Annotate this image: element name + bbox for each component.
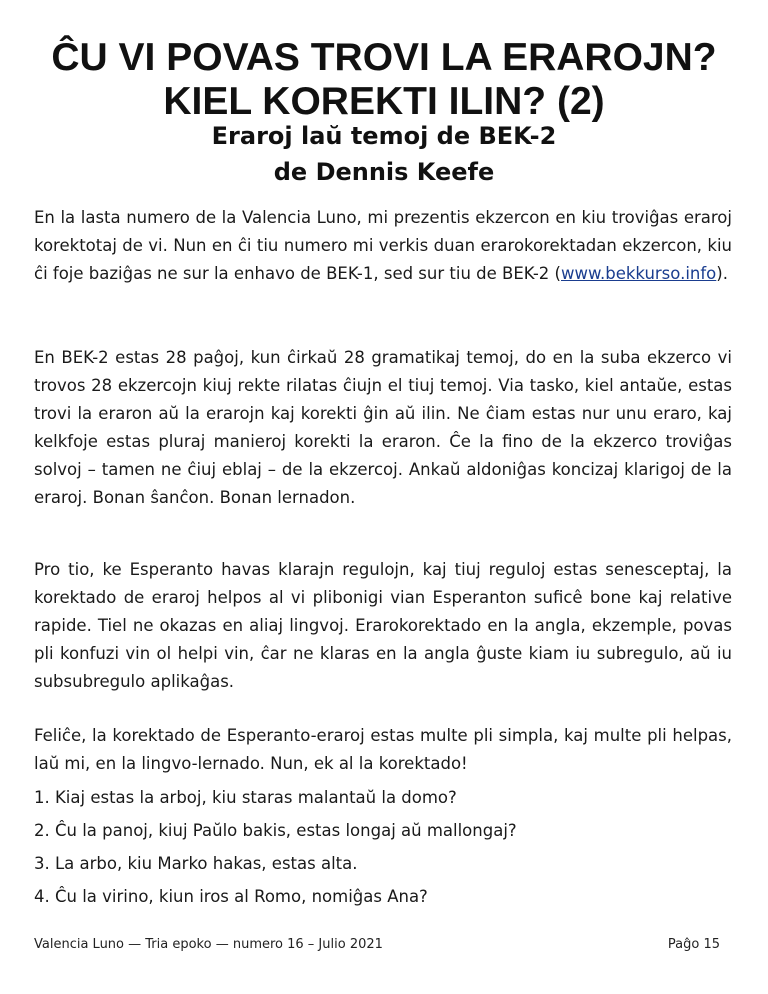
page-number: Paĝo 15 — [667, 937, 720, 952]
article-subtitle: Eraroj laŭ temoj de BEK-2 — [211, 122, 557, 150]
intro-paragraph — [34, 204, 732, 288]
exercise-item: 3. La arbo, kiu Marko hakas, estas alta. — [34, 854, 358, 873]
closing-paragraph: Feliĉe, la korektado de Esperanto-eraroj estas multe pli simpla, kaj multe pli helpas, laŭ mi, en la lingvo-lernado. Nun, ek al la korektado! — [34, 726, 732, 773]
bekkurso-link[interactable]: www.bekkurso.info — [561, 264, 717, 283]
exercise-list — [34, 784, 732, 916]
exercise-item: 4. Ĉu la virino, kiun iros al Romo, nomiĝas Ana? — [34, 887, 428, 906]
task-paragraph: En BEK-2 estas 28 paĝoj, kun ĉirkaŭ 28 gramatikaj temoj, do en la suba ekzerco vi trovos 28 ekzercojn kiuj rekte rilatas ĉiujn el tiuj temoj. Via tasko, kiel antaŭe, estas trovi la eraron aŭ la erarojn kaj korekti ĝin aŭ ilin. Ne ĉiam estas nur unu eraro, kaj kelkfoje estas pluraj manieroj korekti la eraron. Ĉe la fino de la ekzerco troviĝas solvoj – tamen ne ĉiuj eblaj – de la ekzercoj. Ankaŭ aldoniĝas koncizaj klarigoj de la eraroj. Bonan ŝanĉon. Bonan lernadon. — [34, 348, 732, 507]
footer-publication: Valencia Luno — Tria epoko — numero 16 – Julio 2021 — [34, 937, 383, 952]
article-title-line-1: ĈU VI POVAS TROVI LA ERAROJN? — [51, 36, 717, 79]
exercise-item: 1. Kiaj estas la arboj, kiu staras malantaŭ la domo? — [34, 788, 457, 807]
rules-paragraph: Pro tio, ke Esperanto havas klarajn regulojn, kaj tiuj reguloj estas senesceptaj, la korektado de eraroj helpos al vi plibonigi vian Esperanton suficê bone kaj relative rapide. Tiel ne okazas en aliaj lingvoj. Erarokorektado en la angla, ekzemple, povas pli konfuzi vin ol helpi vin, ĉar ne klaras en la angla ĝuste kiam iu subregulo, aŭ iu subsubregulo aplikaĝas. — [34, 560, 732, 691]
intro-text: En la lasta numero de la Valencia Luno, mi prezentis ekzercon en kiu troviĝas eraroj korektotaj de vi. Nun en ĉi tiu numero mi verkis duan erarokorektadan ekzercon, kiu ĉi foje baziĝas ne sur la enhavo de BEK-1, sed sur tiu de BEK-2 ( — [34, 208, 732, 283]
exercise-item: 2. Ĉu la panoj, kiuj Paŭlo bakis, estas longaj aŭ mallongaj? — [34, 821, 517, 840]
article-title-line-2: KIEL KOREKTI ILIN? (2) — [163, 80, 605, 123]
article-author: de Dennis Keefe — [273, 158, 495, 186]
intro-text-end: ). — [716, 264, 728, 283]
